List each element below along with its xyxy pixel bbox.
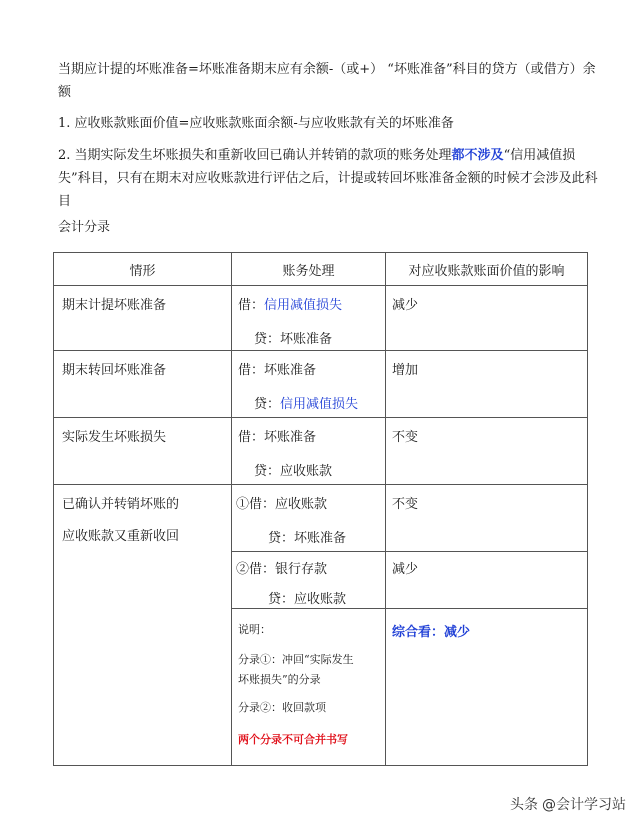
section-heading <box>58 216 603 239</box>
debit-account: 信用减值损失 <box>264 298 343 313</box>
table-row <box>54 286 588 351</box>
note-title: 说明： <box>238 623 271 636</box>
formula-text: 当期应计提的坏账准备=坏账准备期末应有余额-（或+） “坏账准备”科目的贷方（或借方）余额 <box>58 62 596 100</box>
effect-cell <box>386 552 588 609</box>
entry-cell <box>232 485 386 552</box>
case-text: 期末转回坏账准备 <box>62 363 167 378</box>
credit-line: 贷：应收账款 <box>268 592 347 607</box>
effect-cell <box>386 351 588 418</box>
case-cell <box>54 485 232 766</box>
table-row <box>54 351 588 418</box>
effect-text: 增加 <box>392 363 419 378</box>
effect-text: 减少 <box>392 298 419 313</box>
note-line2: 坏账损失”的分录 <box>238 673 321 686</box>
table-header-row <box>54 253 588 286</box>
case-text-line2: 应收账款又重新收回 <box>62 529 180 544</box>
not-involved-highlight: 都不涉及 <box>451 148 504 163</box>
watermark-brand: 头条 <box>510 797 538 813</box>
bad-debt-paragraph <box>58 144 603 213</box>
bad-debt-text-c: “信用减值损失”科目，只有在期末对应收账款进行评估之后，计提或转回坏账准备金额的时候才会涉及此科目 <box>58 148 598 209</box>
journal-table <box>53 252 588 766</box>
debit-line: 借：坏账准备 <box>238 363 317 378</box>
bad-debt-text-a: 2. 当期实际发生坏账损失和重新收回已确认并转销的款项的账务处理 <box>58 148 452 163</box>
debit-line: ①借：应收账款 <box>236 497 328 512</box>
case-text: 实际发生坏账损失 <box>62 430 167 445</box>
entry-cell <box>232 286 386 351</box>
entry-cell <box>232 351 386 418</box>
note-warning: 两个分录不可合并书写 <box>238 733 348 746</box>
effect-text: 不变 <box>392 430 419 445</box>
effect-cell <box>386 418 588 485</box>
case-text-line1: 已确认并转销坏账的 <box>62 497 180 512</box>
note-cell <box>232 609 386 766</box>
debit-line <box>238 294 342 313</box>
case-cell <box>54 286 232 351</box>
note-line1: 分录①：冲回“实际发生 <box>238 653 354 666</box>
credit-line <box>254 393 358 412</box>
effect-text: 不变 <box>392 497 419 512</box>
credit-line: 贷：应收账款 <box>254 464 333 479</box>
debit-line: 借：坏账准备 <box>238 430 317 445</box>
credit-account: 信用减值损失 <box>280 397 359 412</box>
entry-cell <box>232 552 386 609</box>
formula-paragraph <box>58 58 603 104</box>
watermark-account: @会计学习站 <box>542 797 626 813</box>
summary-text: 综合看：减少 <box>392 625 471 640</box>
note-line3: 分录②：收回款项 <box>238 701 326 714</box>
debit-line: ②借：银行存款 <box>236 562 328 577</box>
book-value-paragraph <box>58 112 603 135</box>
case-cell <box>54 418 232 485</box>
summary-cell <box>386 609 588 766</box>
heading-text: 会计分录 <box>58 220 111 235</box>
case-text: 期末计提坏账准备 <box>62 298 167 313</box>
header-effect: 对应收账款账面价值的影响 <box>386 253 588 286</box>
effect-cell <box>386 485 588 552</box>
table-row <box>54 418 588 485</box>
credit-prefix: 贷： <box>254 397 281 412</box>
watermark <box>510 794 626 814</box>
book-value-text: 1. 应收账款账面价值=应收账款账面余额-与应收账款有关的坏账准备 <box>58 116 454 131</box>
credit-line: 贷：坏账准备 <box>254 332 333 347</box>
header-case: 情形 <box>54 253 232 286</box>
table-row <box>54 485 588 552</box>
debit-prefix: 借： <box>238 298 265 313</box>
header-entry: 账务处理 <box>232 253 386 286</box>
case-cell <box>54 351 232 418</box>
credit-line: 贷：坏账准备 <box>268 531 347 546</box>
entry-cell <box>232 418 386 485</box>
effect-text: 减少 <box>392 562 419 577</box>
effect-cell <box>386 286 588 351</box>
